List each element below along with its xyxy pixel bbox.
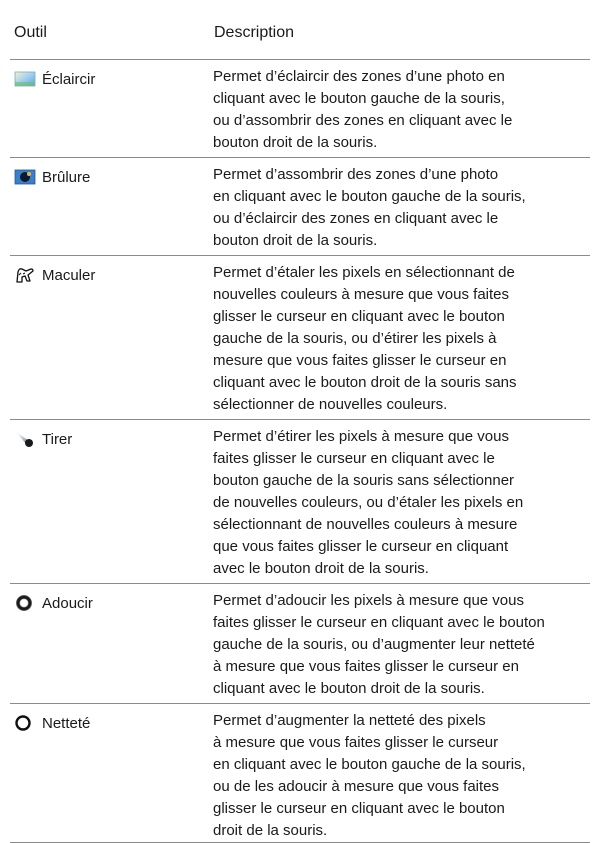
tool-cell: [14, 70, 95, 88]
description-line: ou d’éclaircir des zones en cliquant avec le: [213, 210, 499, 227]
description-line: cliquant avec le bouton droit de la souris.: [213, 680, 485, 697]
description-line: Permet d’adoucir les pixels à mesure que vous: [213, 592, 524, 609]
description-line: bouton gauche de la souris sans sélectionner: [213, 472, 515, 489]
smear-icon: [14, 266, 36, 284]
description-line: sélectionnant de nouvelles couleurs à mesure: [213, 516, 518, 533]
description-line: ou d’assombrir des zones en cliquant avec le: [213, 112, 513, 129]
table-header: [10, 24, 590, 54]
description-line: cliquant avec le bouton gauche de la souris,: [213, 90, 505, 107]
description-line: faites glisser le curseur en cliquant avec le bouton: [213, 614, 545, 631]
description-line: Permet d’éclaircir des zones d’une photo en: [213, 68, 505, 85]
description-line: gauche de la souris, ou d’augmenter leur netteté: [213, 636, 535, 653]
description-line: droit de la souris.: [213, 822, 328, 839]
description-line: bouton droit de la souris.: [213, 134, 378, 151]
tool-cell: [14, 714, 90, 732]
description-line: avec le bouton droit de la souris.: [213, 560, 429, 577]
sharpen-icon: [14, 714, 36, 732]
description-line: Permet d’augmenter la netteté des pixels: [213, 712, 486, 729]
description-line: Permet d’étirer les pixels à mesure que vous: [213, 428, 509, 445]
tool-description: [213, 66, 563, 154]
tool-description: [213, 426, 563, 580]
tool-name: Adoucir: [42, 594, 93, 612]
table-body: [10, 59, 590, 843]
table-row-tirer: [10, 419, 590, 583]
tool-name: Maculer: [42, 266, 96, 284]
description-line: bouton droit de la souris.: [213, 232, 378, 249]
description-line: cliquant avec le bouton droit de la souris sans: [213, 374, 517, 391]
header-tool: Outil: [14, 24, 47, 41]
tool-name: Éclaircir: [42, 70, 96, 88]
tool-cell: [14, 430, 72, 448]
description-line: en cliquant avec le bouton gauche de la souris,: [213, 188, 526, 205]
description-line: que vous faites glisser le curseur en cliquant: [213, 538, 509, 555]
tool-cell: [14, 594, 93, 612]
table-row-eclaircir: [10, 59, 590, 157]
tool-description: [213, 262, 563, 416]
description-line: glisser le curseur en cliquant avec le bouton: [213, 308, 505, 325]
description-line: à mesure que vous faites glisser le curseur en: [213, 658, 519, 675]
tool-description: [213, 164, 563, 252]
description-line: Permet d’étaler les pixels en sélectionnant de: [213, 264, 515, 281]
tool-cell: [14, 168, 90, 186]
tool-cell: [14, 266, 95, 284]
tool-name: Brûlure: [42, 168, 91, 186]
description-line: Permet d’assombrir des zones d’une photo: [213, 166, 499, 183]
table-row-brulure: [10, 157, 590, 255]
burn-icon: [14, 168, 36, 186]
description-line: glisser le curseur en cliquant avec le bouton: [213, 800, 505, 817]
tool-name: Netteté: [42, 714, 91, 732]
description-line: faites glisser le curseur en cliquant avec le: [213, 450, 495, 467]
tool-description: [213, 590, 563, 700]
tool-name: Tirer: [42, 430, 73, 448]
description-line: ou de les adoucir à mesure que vous faites: [213, 778, 500, 795]
tool-description: [213, 710, 563, 842]
description-line: gauche de la souris, ou d’étirer les pixels à: [213, 330, 497, 347]
table-row-adoucir: [10, 583, 590, 703]
table-row-maculer: [10, 255, 590, 419]
lighten-icon: [14, 70, 36, 88]
smudge-icon: [14, 430, 36, 448]
table-row-nettete: [10, 703, 590, 843]
description-line: de nouvelles couleurs, ou d’étaler les pixels en: [213, 494, 524, 511]
header-description: Description: [214, 24, 295, 41]
description-line: sélectionner de nouvelles couleurs.: [213, 396, 448, 413]
description-line: mesure que vous faites glisser le curseur en: [213, 352, 507, 369]
description-line: en cliquant avec le bouton gauche de la souris,: [213, 756, 526, 773]
soften-icon: [14, 594, 36, 612]
description-line: à mesure que vous faites glisser le curseur: [213, 734, 499, 751]
description-line: nouvelles couleurs à mesure que vous faites: [213, 286, 510, 303]
